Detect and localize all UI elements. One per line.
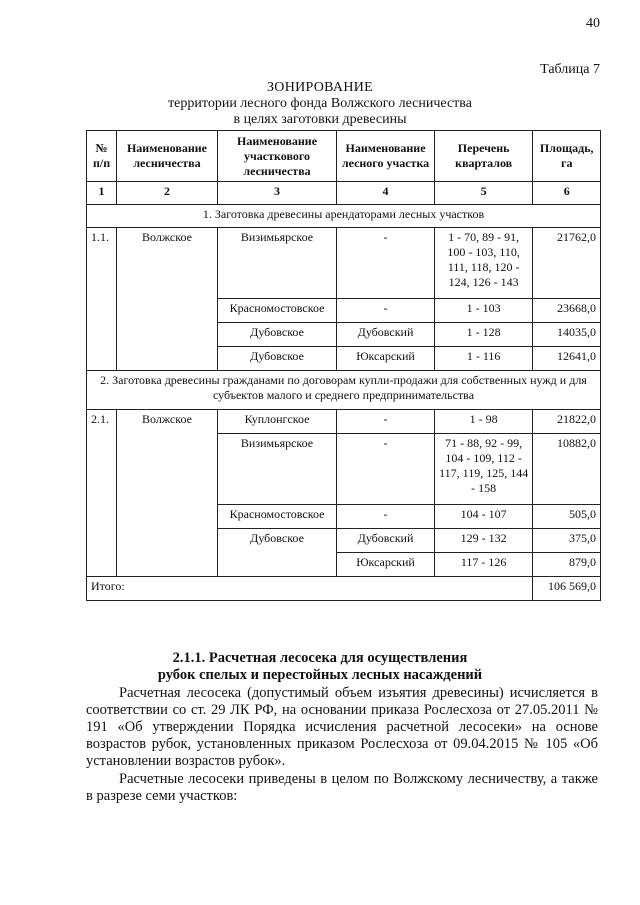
table-row xyxy=(87,410,601,434)
subsection-title-line1: 2.1.1. Расчетная лесосека для осуществления xyxy=(172,650,468,666)
forestry-name: Волжское xyxy=(117,410,218,577)
district-name: Дубовское xyxy=(217,347,336,371)
table-subtitle-line2: в целях заготовки древесины xyxy=(233,112,407,127)
plot-name: - xyxy=(337,410,435,434)
plot-name: Юксарский xyxy=(337,553,435,577)
row-number: 2.1. xyxy=(87,410,117,577)
section-1-title: 1. Заготовка древесины арендаторами лесных участков xyxy=(87,205,601,228)
table-header-row xyxy=(87,131,601,182)
quarters-list: 129 - 132 xyxy=(434,529,533,553)
quarters-list: 1 - 116 xyxy=(434,347,533,371)
row-number: 1.1. xyxy=(87,228,117,371)
plot-name: - xyxy=(337,434,435,505)
district-name: Визимьярское xyxy=(217,228,336,299)
plot-name: Дубовский xyxy=(337,529,435,553)
section-row xyxy=(87,371,601,410)
section-2-title: 2. Заготовка древесины гражданами по договорам купли-продажи для собственных нужд и для субъектов малого и среднего предпринимательства xyxy=(87,371,601,410)
subsection-title-line2: рубок спелых и перестойных лесных насаждений xyxy=(157,667,483,683)
plot-name: - xyxy=(337,505,435,529)
table-label: Таблица 7 xyxy=(540,62,600,77)
page-number: 40 xyxy=(586,16,600,31)
district-name: Дубовское xyxy=(217,529,336,577)
quarters-list: 1 - 98 xyxy=(434,410,533,434)
quarters-list: 104 - 107 xyxy=(434,505,533,529)
area-value: 375,0 xyxy=(533,529,601,553)
header-area: Площадь, га xyxy=(533,131,601,182)
total-row xyxy=(87,577,601,601)
area-value: 10882,0 xyxy=(533,434,601,505)
area-value: 505,0 xyxy=(533,505,601,529)
area-value: 12641,0 xyxy=(533,347,601,371)
column-number: 4 xyxy=(337,182,435,205)
zoning-table xyxy=(86,130,601,601)
paragraph-1: Расчетная лесосека (допустимый объем изъятия древесины) исчисляется в соответствии со ст. 29 ЛК РФ, на основании приказа Рослесхоза от 27.05.2011 № 191 «Об утверждении Порядка исчисления расчетной лесосеки» на основе возрастов рубок, установленных приказом Рослесхоза от 09.04.2015 № 105 «Об установлении возрастов рубок». xyxy=(86,685,598,769)
quarters-list: 1 - 70, 89 - 91, 100 - 103, 110, 111, 118, 120 - 124, 126 - 143 xyxy=(434,228,533,299)
quarters-list: 117 - 126 xyxy=(434,553,533,577)
column-number: 6 xyxy=(533,182,601,205)
table-subtitle-line1: территории лесного фонда Волжского лесничества xyxy=(168,96,472,111)
plot-name: Дубовский xyxy=(337,323,435,347)
column-number: 2 xyxy=(117,182,218,205)
table-row xyxy=(87,228,601,299)
header-forest-plot: Наименование лесного участка xyxy=(337,131,435,182)
plot-name: - xyxy=(337,228,435,299)
area-value: 21822,0 xyxy=(533,410,601,434)
district-name: Красномостовское xyxy=(217,505,336,529)
district-name: Красномостовское xyxy=(217,299,336,323)
header-quarters: Перечень кварталов xyxy=(434,131,533,182)
total-value: 106 569,0 xyxy=(533,577,601,601)
district-name: Дубовское xyxy=(217,323,336,347)
quarters-list: 1 - 128 xyxy=(434,323,533,347)
district-name: Визимьярское xyxy=(217,434,336,505)
quarters-list: 71 - 88, 92 - 99, 104 - 109, 112 - 117, 119, 125, 144 - 158 xyxy=(434,434,533,505)
area-value: 14035,0 xyxy=(533,323,601,347)
column-number-row xyxy=(87,182,601,205)
district-name: Куплонгское xyxy=(217,410,336,434)
header-district-forestry: Наименование участкового лесничества xyxy=(217,131,336,182)
column-number: 5 xyxy=(434,182,533,205)
header-number: № п/п xyxy=(87,131,117,182)
column-number: 3 xyxy=(217,182,336,205)
paragraph-2: Расчетные лесосеки приведены в целом по Волжскому лесничеству, а также в разрезе семи участков: xyxy=(86,771,598,804)
forestry-name: Волжское xyxy=(117,228,218,371)
header-forestry: Наименование лесничества xyxy=(117,131,218,182)
column-number: 1 xyxy=(87,182,117,205)
area-value: 23668,0 xyxy=(533,299,601,323)
quarters-list: 1 - 103 xyxy=(434,299,533,323)
area-value: 879,0 xyxy=(533,553,601,577)
section-row xyxy=(87,205,601,228)
table-title: ЗОНИРОВАНИЕ xyxy=(266,80,374,95)
area-value: 21762,0 xyxy=(533,228,601,299)
total-label: Итого: xyxy=(87,577,533,601)
plot-name: Юксарский xyxy=(337,347,435,371)
plot-name: - xyxy=(337,299,435,323)
